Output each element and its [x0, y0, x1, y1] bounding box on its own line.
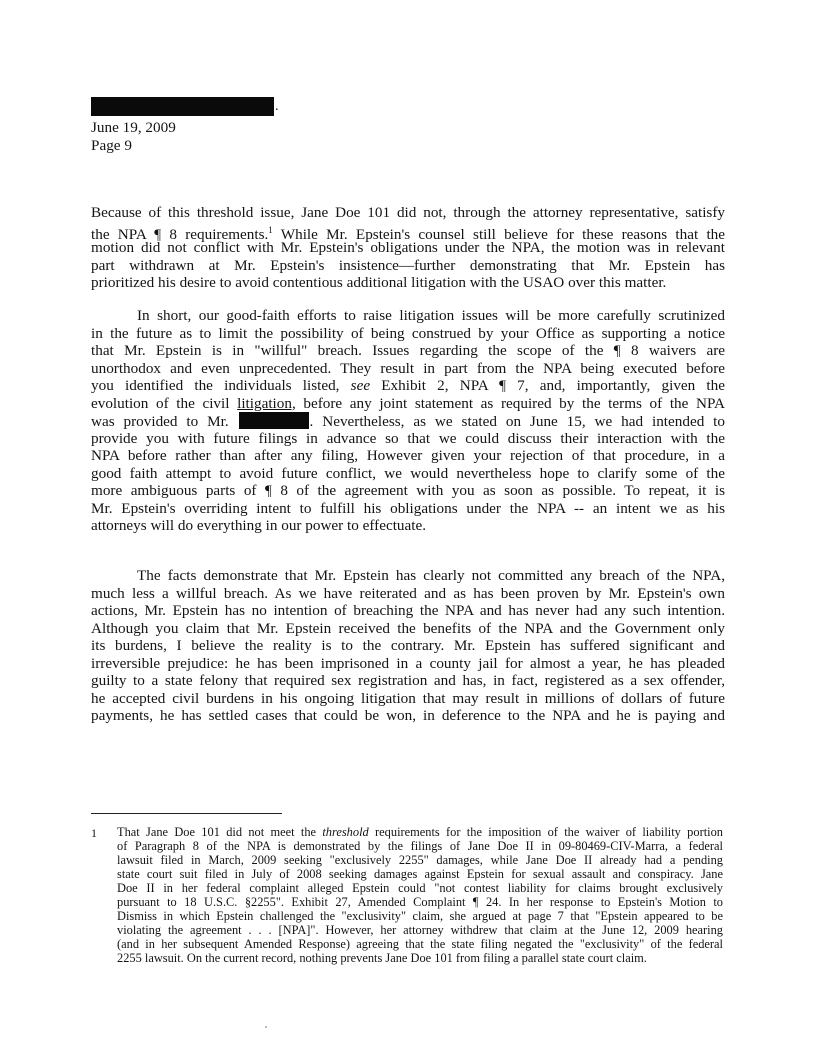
p2-line: that Mr. Epstein is in "willful" breach. Issues regarding the scope of the ¶ 8 waivers are [91, 342, 725, 359]
footnote-line: of Paragraph 8 of the NPA is demonstrated by the filings of Jane Doe II in 09-80469-CIV-Marra, a federal [117, 839, 723, 853]
p2-line: you identified the individuals listed, see Exhibit 2, NPA ¶ 7, and, importantly, given the [91, 377, 725, 394]
p1-line: prioritized his desire to avoid contentious additional litigation with the USAO over this matter. [91, 274, 667, 291]
redacted-name-inline [239, 412, 309, 429]
p2-line: attorneys will do everything in our power to effectuate. [91, 517, 427, 534]
paragraph-2 [91, 307, 725, 535]
footnote-number: 1 [91, 826, 97, 840]
p3-line: he accepted civil burdens in his ongoing litigation that may result in millions of dollars of future [91, 689, 725, 707]
p3-line: irreversible prejudice: he has been imprisoned in a county jail for almost a year, he has pleaded [91, 654, 725, 672]
p2-line: NPA before rather than after any filing, However given your rejection of that procedure, in a [91, 447, 725, 464]
p1-line: motion did not conflict with Mr. Epstein's obligations under the NPA, the motion was in relevant [91, 239, 725, 256]
footnote-line: lawsuit filed in March, 2009 seeking "exclusively 2255" damages, while Jane Doe II already had a pending [117, 853, 723, 867]
p3-line: Although you claim that Mr. Epstein received the benefits of the NPA and the Government only [91, 619, 725, 637]
p3-line: guilty to a state felony that required sex registration and has, in fact, registered as a sex offender, [91, 672, 725, 689]
paragraph-3 [91, 567, 725, 725]
p3-line: payments, he has settled cases that could be won, in deference to the NPA and he is paying and [91, 707, 725, 724]
p2-line: in the future as to limit the possibility of being construed by your Office as supporting a notice [91, 324, 725, 342]
footnote-line: (and in her subsequent Amended Response) agreeing that the state filing negated the "exclusivity" of the federal [117, 937, 723, 951]
redacted-recipient-name [91, 97, 274, 116]
footnote-line: That Jane Doe 101 did not meet the threshold requirements for the imposition of the waiver of liability portion [117, 825, 723, 839]
p2-line: was provided to Mr. . Nevertheless, as we stated on June 15, we had intended to [91, 413, 725, 430]
footnote-marker: 1 [268, 224, 273, 235]
footnote-line: state court suit filed in July of 2008 seeking damages against Epstein for sexual assault and conspiracy. Jane [117, 867, 723, 881]
letter-date: June 19, 2009 [91, 119, 176, 136]
paragraph-1 [91, 204, 725, 292]
footnote-divider [91, 813, 282, 814]
footnote-text [117, 825, 723, 965]
footnote-line: Dismiss in which Epstein challenged the "exclusivity" claim, she argued at page 7 that "Epstein appeared to be [117, 909, 723, 923]
p1-line: the NPA ¶ 8 requirements.$^1$ While Mr. Epstein's counsel still believe for these reasons that the [91, 224, 725, 243]
p2-line: evolution of the civil litigation, before any joint statement as required by the terms of the NPA [91, 394, 726, 412]
p2-line: Mr. Epstein's overriding intent to fulfill his obligations under the NPA -- an intent we as his [91, 499, 725, 517]
recipient-period: . [275, 99, 279, 114]
p3-line: much less a willful breach. As we have reiterated and as has been proven by Mr. Epstein's own [91, 584, 725, 602]
p2-line: unorthodox and even unprecedented. They result in part from the NPA being executed before [91, 359, 725, 377]
scan-speck [265, 1026, 267, 1028]
p1-line: Because of this threshold issue, Jane Doe 101 did not, through the attorney representative, satisfy [91, 204, 725, 221]
p1-line: part withdrawn at Mr. Epstein's insistence—further demonstrating that Mr. Epstein has [91, 256, 725, 274]
footnote-line: 2255 lawsuit. On the current record, nothing prevents Jane Doe 101 from filing a parallel state court claim. [117, 951, 647, 965]
page-number: Page 9 [91, 137, 132, 154]
p2-line: good faith attempt to avoid future conflict, we would nevertheless hope to clarify some of the [91, 464, 725, 482]
footnote-line: violating the agreement . . . [NPA]". However, her attorney withdrew that claim at the June 12, 2009 hearing [117, 923, 723, 937]
p3-line: actions, Mr. Epstein has no intention of breaching the NPA and has never had any such intention. [91, 602, 725, 619]
p2-line: provide you with future filings in advance so that we could discuss their interaction with the [91, 429, 725, 447]
p2-line: In short, our good-faith efforts to raise litigation issues will be more carefully scrutinized [137, 307, 725, 324]
p3-line: The facts demonstrate that Mr. Epstein has clearly not committed any breach of the NPA, [137, 567, 725, 584]
p2-line: more ambiguous parts of ¶ 8 of the agreement with you as soon as possible. To repeat, it is [91, 482, 725, 499]
footnote-line: Doe II in her federal complaint alleged Epstein could "not contest liability for claims brought exclusively [117, 881, 723, 895]
p3-line: its burdens, I believe the reality is to the contrary. Mr. Epstein has suffered significant and [91, 637, 725, 654]
footnote-line: pursuant to 18 U.S.C. §2255". Exhibit 27, Amended Complaint ¶ 24. In her response to Epstein's Motion to [117, 895, 723, 909]
